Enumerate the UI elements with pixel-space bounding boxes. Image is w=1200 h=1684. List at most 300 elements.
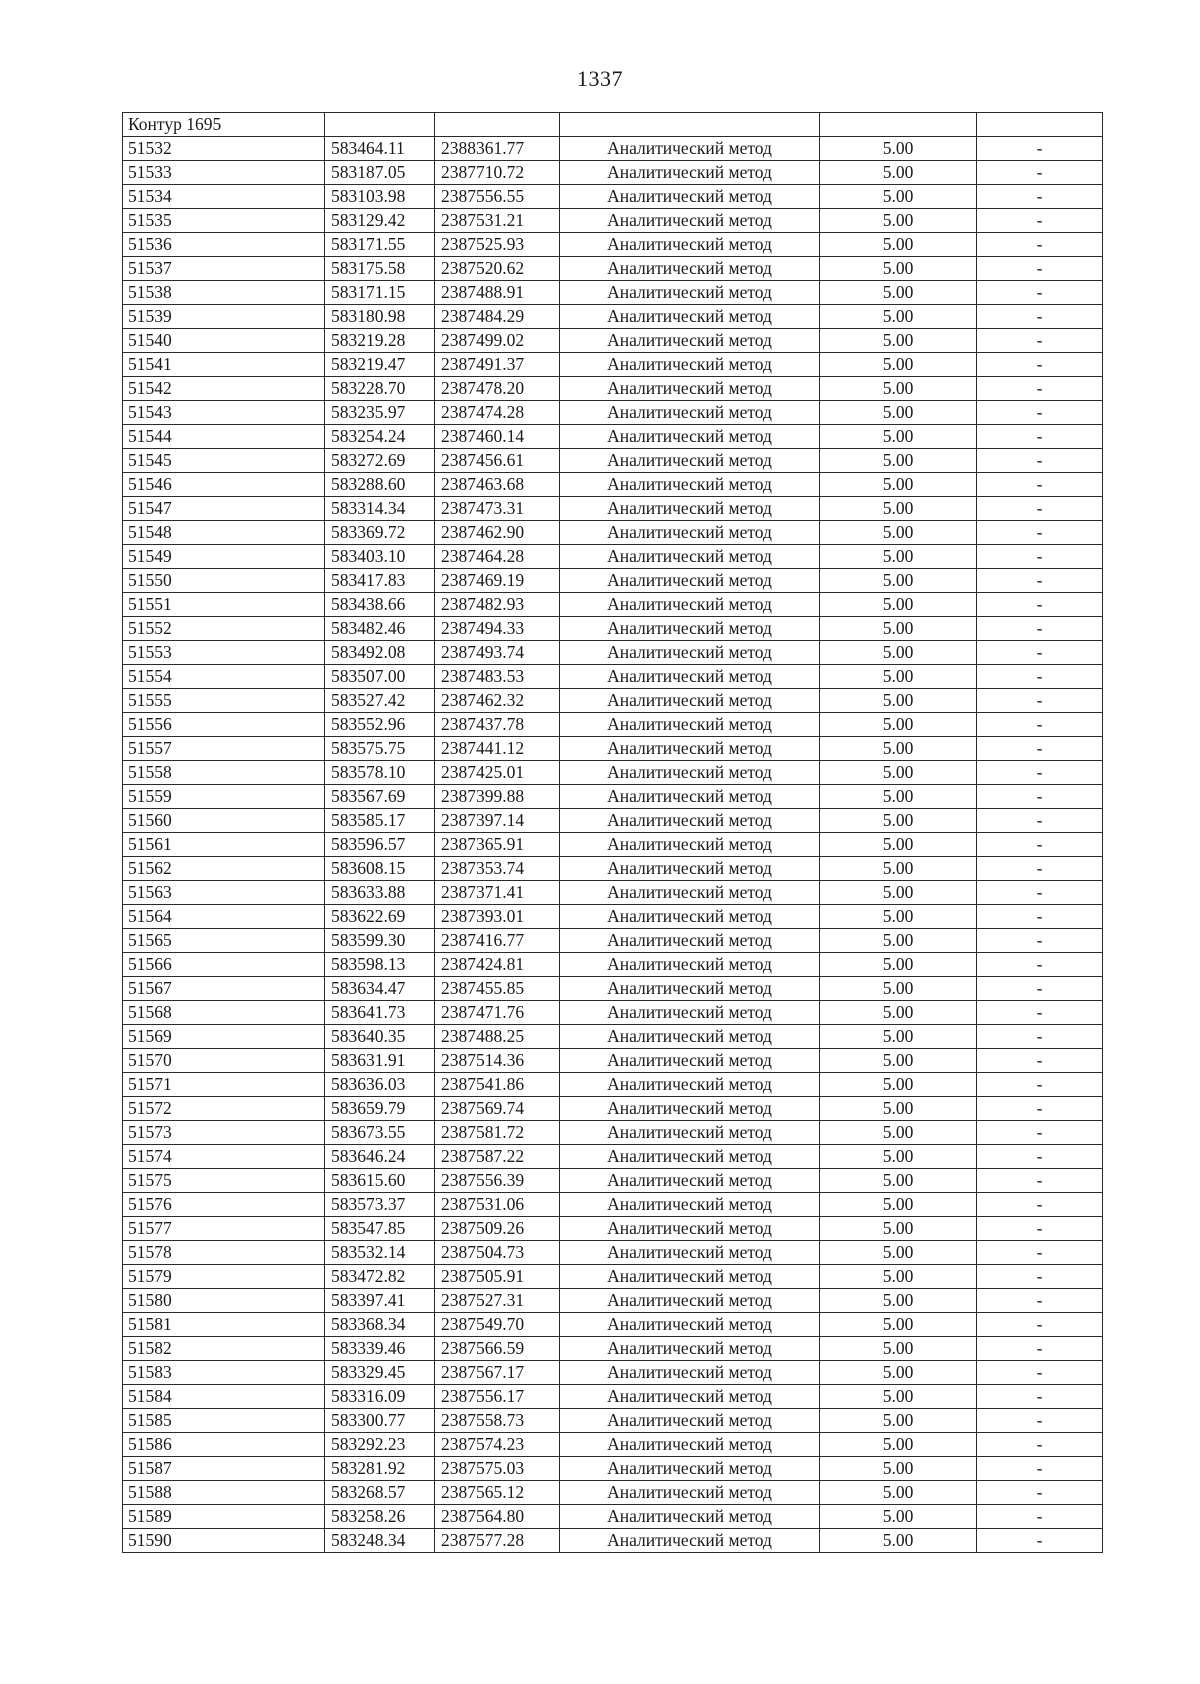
precision-cell: 5.00 — [820, 281, 977, 305]
method-cell: Аналитический метод — [560, 1505, 820, 1529]
x-coordinate-cell: 583417.83 — [325, 569, 435, 593]
point-number-cell: 51550 — [123, 569, 325, 593]
x-coordinate-cell: 583608.15 — [325, 857, 435, 881]
x-coordinate-cell: 583180.98 — [325, 305, 435, 329]
x-coordinate-cell: 583129.42 — [325, 209, 435, 233]
y-coordinate-cell: 2387393.01 — [435, 905, 560, 929]
precision-cell: 5.00 — [820, 545, 977, 569]
table-row — [123, 929, 1103, 953]
x-coordinate-cell: 583578.10 — [325, 761, 435, 785]
description-cell: - — [977, 1385, 1103, 1409]
point-number-cell: 51586 — [123, 1433, 325, 1457]
point-number-cell: 51576 — [123, 1193, 325, 1217]
y-coordinate-cell: 2387469.19 — [435, 569, 560, 593]
description-cell: - — [977, 1025, 1103, 1049]
x-coordinate-cell: 583171.55 — [325, 233, 435, 257]
point-number-cell: 51562 — [123, 857, 325, 881]
y-coordinate-cell: 2387471.76 — [435, 1001, 560, 1025]
y-coordinate-cell: 2387577.28 — [435, 1529, 560, 1553]
description-cell: - — [977, 977, 1103, 1001]
x-coordinate-cell: 583640.35 — [325, 1025, 435, 1049]
method-cell: Аналитический метод — [560, 809, 820, 833]
y-coordinate-cell: 2387483.53 — [435, 665, 560, 689]
method-cell: Аналитический метод — [560, 1457, 820, 1481]
method-cell: Аналитический метод — [560, 1433, 820, 1457]
method-cell: Аналитический метод — [560, 833, 820, 857]
method-cell: Аналитический метод — [560, 1241, 820, 1265]
table-row — [123, 137, 1103, 161]
point-number-cell: 51544 — [123, 425, 325, 449]
precision-cell: 5.00 — [820, 1265, 977, 1289]
x-coordinate-cell: 583288.60 — [325, 473, 435, 497]
table-row — [123, 689, 1103, 713]
description-cell: - — [977, 209, 1103, 233]
point-number-cell: 51583 — [123, 1361, 325, 1385]
method-cell: Аналитический метод — [560, 1049, 820, 1073]
point-number-cell: 51547 — [123, 497, 325, 521]
table-row — [123, 1337, 1103, 1361]
precision-cell: 5.00 — [820, 809, 977, 833]
point-number-cell: 51581 — [123, 1313, 325, 1337]
y-coordinate-cell: 2387556.55 — [435, 185, 560, 209]
precision-cell: 5.00 — [820, 1001, 977, 1025]
precision-cell: 5.00 — [820, 1193, 977, 1217]
precision-cell: 5.00 — [820, 1169, 977, 1193]
description-cell: - — [977, 377, 1103, 401]
method-cell: Аналитический метод — [560, 521, 820, 545]
precision-cell: 5.00 — [820, 521, 977, 545]
method-cell: Аналитический метод — [560, 953, 820, 977]
method-cell: Аналитический метод — [560, 665, 820, 689]
x-coordinate-cell: 583646.24 — [325, 1145, 435, 1169]
x-coordinate-cell: 583482.46 — [325, 617, 435, 641]
point-number-cell: 51554 — [123, 665, 325, 689]
point-number-cell: 51535 — [123, 209, 325, 233]
table-row — [123, 1121, 1103, 1145]
y-coordinate-cell: 2387464.28 — [435, 545, 560, 569]
precision-cell: 5.00 — [820, 449, 977, 473]
method-cell: Аналитический метод — [560, 1529, 820, 1553]
contour-y-cell — [435, 113, 560, 137]
table-row — [123, 473, 1103, 497]
precision-cell: 5.00 — [820, 929, 977, 953]
table-row — [123, 1457, 1103, 1481]
method-cell: Аналитический метод — [560, 713, 820, 737]
y-coordinate-cell: 2387462.90 — [435, 521, 560, 545]
table-row — [123, 1313, 1103, 1337]
precision-cell: 5.00 — [820, 329, 977, 353]
y-coordinate-cell: 2387558.73 — [435, 1409, 560, 1433]
method-cell: Аналитический метод — [560, 1073, 820, 1097]
description-cell: - — [977, 785, 1103, 809]
point-number-cell: 51532 — [123, 137, 325, 161]
description-cell: - — [977, 1145, 1103, 1169]
table-row — [123, 1169, 1103, 1193]
x-coordinate-cell: 583585.17 — [325, 809, 435, 833]
y-coordinate-cell: 2387710.72 — [435, 161, 560, 185]
y-coordinate-cell: 2387478.20 — [435, 377, 560, 401]
method-cell: Аналитический метод — [560, 1289, 820, 1313]
description-cell: - — [977, 1193, 1103, 1217]
y-coordinate-cell: 2387499.02 — [435, 329, 560, 353]
table-row — [123, 1529, 1103, 1553]
table-row — [123, 1385, 1103, 1409]
y-coordinate-cell: 2387493.74 — [435, 641, 560, 665]
y-coordinate-cell: 2387488.91 — [435, 281, 560, 305]
description-cell: - — [977, 929, 1103, 953]
x-coordinate-cell: 583438.66 — [325, 593, 435, 617]
table-row — [123, 1409, 1103, 1433]
method-cell: Аналитический метод — [560, 1313, 820, 1337]
method-cell: Аналитический метод — [560, 1001, 820, 1025]
description-cell: - — [977, 713, 1103, 737]
description-cell: - — [977, 1289, 1103, 1313]
method-cell: Аналитический метод — [560, 281, 820, 305]
method-cell: Аналитический метод — [560, 353, 820, 377]
point-number-cell: 51590 — [123, 1529, 325, 1553]
precision-cell: 5.00 — [820, 1361, 977, 1385]
description-cell: - — [977, 569, 1103, 593]
table-row — [123, 665, 1103, 689]
x-coordinate-cell: 583573.37 — [325, 1193, 435, 1217]
point-number-cell: 51556 — [123, 713, 325, 737]
precision-cell: 5.00 — [820, 977, 977, 1001]
point-number-cell: 51589 — [123, 1505, 325, 1529]
y-coordinate-cell: 2387484.29 — [435, 305, 560, 329]
description-cell: - — [977, 1409, 1103, 1433]
x-coordinate-cell: 583492.08 — [325, 641, 435, 665]
description-cell: - — [977, 857, 1103, 881]
y-coordinate-cell: 2387520.62 — [435, 257, 560, 281]
contour-x-cell — [325, 113, 435, 137]
y-coordinate-cell: 2387491.37 — [435, 353, 560, 377]
precision-cell: 5.00 — [820, 857, 977, 881]
method-cell: Аналитический метод — [560, 1025, 820, 1049]
method-cell: Аналитический метод — [560, 1481, 820, 1505]
table-row — [123, 161, 1103, 185]
table-row — [123, 449, 1103, 473]
precision-cell: 5.00 — [820, 497, 977, 521]
x-coordinate-cell: 583248.34 — [325, 1529, 435, 1553]
point-number-cell: 51555 — [123, 689, 325, 713]
point-number-cell: 51568 — [123, 1001, 325, 1025]
precision-cell: 5.00 — [820, 257, 977, 281]
y-coordinate-cell: 2387575.03 — [435, 1457, 560, 1481]
x-coordinate-cell: 583659.79 — [325, 1097, 435, 1121]
method-cell: Аналитический метод — [560, 497, 820, 521]
point-number-cell: 51537 — [123, 257, 325, 281]
table-row — [123, 545, 1103, 569]
precision-cell: 5.00 — [820, 1481, 977, 1505]
x-coordinate-cell: 583369.72 — [325, 521, 435, 545]
precision-cell: 5.00 — [820, 1409, 977, 1433]
point-number-cell: 51588 — [123, 1481, 325, 1505]
method-cell: Аналитический метод — [560, 137, 820, 161]
x-coordinate-cell: 583615.60 — [325, 1169, 435, 1193]
precision-cell: 5.00 — [820, 665, 977, 689]
x-coordinate-cell: 583599.30 — [325, 929, 435, 953]
table-row — [123, 1073, 1103, 1097]
point-number-cell: 51580 — [123, 1289, 325, 1313]
table-row — [123, 401, 1103, 425]
table-row — [123, 1025, 1103, 1049]
contour-header-row — [123, 113, 1103, 137]
table-row — [123, 521, 1103, 545]
table-row — [123, 257, 1103, 281]
precision-cell: 5.00 — [820, 1505, 977, 1529]
precision-cell: 5.00 — [820, 161, 977, 185]
y-coordinate-cell: 2387569.74 — [435, 1097, 560, 1121]
description-cell: - — [977, 1169, 1103, 1193]
method-cell: Аналитический метод — [560, 257, 820, 281]
y-coordinate-cell: 2387441.12 — [435, 737, 560, 761]
table-row — [123, 1505, 1103, 1529]
point-number-cell: 51549 — [123, 545, 325, 569]
precision-cell: 5.00 — [820, 1121, 977, 1145]
table-row — [123, 233, 1103, 257]
method-cell: Аналитический метод — [560, 689, 820, 713]
y-coordinate-cell: 2387565.12 — [435, 1481, 560, 1505]
table-row — [123, 1145, 1103, 1169]
method-cell: Аналитический метод — [560, 1121, 820, 1145]
x-coordinate-cell: 583339.46 — [325, 1337, 435, 1361]
point-number-cell: 51571 — [123, 1073, 325, 1097]
description-cell: - — [977, 1433, 1103, 1457]
y-coordinate-cell: 2387509.26 — [435, 1217, 560, 1241]
point-number-cell: 51542 — [123, 377, 325, 401]
table-row — [123, 617, 1103, 641]
description-cell: - — [977, 185, 1103, 209]
y-coordinate-cell: 2387541.86 — [435, 1073, 560, 1097]
table-row — [123, 641, 1103, 665]
point-number-cell: 51565 — [123, 929, 325, 953]
precision-cell: 5.00 — [820, 593, 977, 617]
precision-cell: 5.00 — [820, 713, 977, 737]
y-coordinate-cell: 2387531.06 — [435, 1193, 560, 1217]
point-number-cell: 51551 — [123, 593, 325, 617]
x-coordinate-cell: 583631.91 — [325, 1049, 435, 1073]
point-number-cell: 51533 — [123, 161, 325, 185]
table-row — [123, 761, 1103, 785]
precision-cell: 5.00 — [820, 689, 977, 713]
precision-cell: 5.00 — [820, 137, 977, 161]
precision-cell: 5.00 — [820, 1049, 977, 1073]
description-cell: - — [977, 305, 1103, 329]
y-coordinate-cell: 2387549.70 — [435, 1313, 560, 1337]
table-row — [123, 1049, 1103, 1073]
table-row — [123, 281, 1103, 305]
point-number-cell: 51538 — [123, 281, 325, 305]
table-row — [123, 1289, 1103, 1313]
x-coordinate-cell: 583235.97 — [325, 401, 435, 425]
precision-cell: 5.00 — [820, 1145, 977, 1169]
x-coordinate-cell: 583633.88 — [325, 881, 435, 905]
point-number-cell: 51553 — [123, 641, 325, 665]
y-coordinate-cell: 2387456.61 — [435, 449, 560, 473]
table-row — [123, 737, 1103, 761]
contour-label: Контур 1695 — [123, 113, 325, 137]
y-coordinate-cell: 2387587.22 — [435, 1145, 560, 1169]
precision-cell: 5.00 — [820, 1073, 977, 1097]
description-cell: - — [977, 1313, 1103, 1337]
method-cell: Аналитический метод — [560, 1097, 820, 1121]
table-row — [123, 1001, 1103, 1025]
point-number-cell: 51541 — [123, 353, 325, 377]
method-cell: Аналитический метод — [560, 737, 820, 761]
description-cell: - — [977, 641, 1103, 665]
method-cell: Аналитический метод — [560, 329, 820, 353]
y-coordinate-cell: 2387365.91 — [435, 833, 560, 857]
table-row — [123, 833, 1103, 857]
x-coordinate-cell: 583175.58 — [325, 257, 435, 281]
table-row — [123, 209, 1103, 233]
description-cell: - — [977, 617, 1103, 641]
method-cell: Аналитический метод — [560, 1337, 820, 1361]
point-number-cell: 51536 — [123, 233, 325, 257]
description-cell: - — [977, 1001, 1103, 1025]
precision-cell: 5.00 — [820, 209, 977, 233]
point-number-cell: 51564 — [123, 905, 325, 929]
x-coordinate-cell: 583254.24 — [325, 425, 435, 449]
method-cell: Аналитический метод — [560, 761, 820, 785]
table-row — [123, 713, 1103, 737]
precision-cell: 5.00 — [820, 473, 977, 497]
description-cell: - — [977, 905, 1103, 929]
method-cell: Аналитический метод — [560, 881, 820, 905]
precision-cell: 5.00 — [820, 185, 977, 209]
description-cell: - — [977, 881, 1103, 905]
table-body — [123, 113, 1103, 1553]
y-coordinate-cell: 2387531.21 — [435, 209, 560, 233]
precision-cell: 5.00 — [820, 1289, 977, 1313]
precision-cell: 5.00 — [820, 1457, 977, 1481]
x-coordinate-cell: 583598.13 — [325, 953, 435, 977]
y-coordinate-cell: 2387474.28 — [435, 401, 560, 425]
table-row — [123, 569, 1103, 593]
description-cell: - — [977, 737, 1103, 761]
method-cell: Аналитический метод — [560, 425, 820, 449]
point-number-cell: 51584 — [123, 1385, 325, 1409]
table-row — [123, 881, 1103, 905]
description-cell: - — [977, 233, 1103, 257]
point-number-cell: 51546 — [123, 473, 325, 497]
precision-cell: 5.00 — [820, 761, 977, 785]
description-cell: - — [977, 1481, 1103, 1505]
point-number-cell: 51539 — [123, 305, 325, 329]
x-coordinate-cell: 583272.69 — [325, 449, 435, 473]
method-cell: Аналитический метод — [560, 905, 820, 929]
method-cell: Аналитический метод — [560, 1265, 820, 1289]
y-coordinate-cell: 2387556.39 — [435, 1169, 560, 1193]
description-cell: - — [977, 593, 1103, 617]
precision-cell: 5.00 — [820, 353, 977, 377]
precision-cell: 5.00 — [820, 377, 977, 401]
x-coordinate-cell: 583641.73 — [325, 1001, 435, 1025]
table-row — [123, 857, 1103, 881]
precision-cell: 5.00 — [820, 1337, 977, 1361]
method-cell: Аналитический метод — [560, 233, 820, 257]
point-number-cell: 51577 — [123, 1217, 325, 1241]
description-cell: - — [977, 521, 1103, 545]
method-cell: Аналитический метод — [560, 377, 820, 401]
description-cell: - — [977, 1241, 1103, 1265]
precision-cell: 5.00 — [820, 1025, 977, 1049]
point-number-cell: 51579 — [123, 1265, 325, 1289]
table-row — [123, 809, 1103, 833]
description-cell: - — [977, 1361, 1103, 1385]
point-number-cell: 51563 — [123, 881, 325, 905]
table-row — [123, 785, 1103, 809]
point-number-cell: 51570 — [123, 1049, 325, 1073]
x-coordinate-cell: 583552.96 — [325, 713, 435, 737]
description-cell: - — [977, 137, 1103, 161]
precision-cell: 5.00 — [820, 1529, 977, 1553]
y-coordinate-cell: 2387574.23 — [435, 1433, 560, 1457]
x-coordinate-cell: 583268.57 — [325, 1481, 435, 1505]
method-cell: Аналитический метод — [560, 209, 820, 233]
point-number-cell: 51560 — [123, 809, 325, 833]
x-coordinate-cell: 583464.11 — [325, 137, 435, 161]
x-coordinate-cell: 583300.77 — [325, 1409, 435, 1433]
method-cell: Аналитический метод — [560, 977, 820, 1001]
precision-cell: 5.00 — [820, 305, 977, 329]
x-coordinate-cell: 583171.15 — [325, 281, 435, 305]
x-coordinate-cell: 583314.34 — [325, 497, 435, 521]
table-row — [123, 1361, 1103, 1385]
precision-cell: 5.00 — [820, 785, 977, 809]
method-cell: Аналитический метод — [560, 305, 820, 329]
method-cell: Аналитический метод — [560, 1385, 820, 1409]
y-coordinate-cell: 2387482.93 — [435, 593, 560, 617]
description-cell: - — [977, 161, 1103, 185]
description-cell: - — [977, 401, 1103, 425]
method-cell: Аналитический метод — [560, 1145, 820, 1169]
method-cell: Аналитический метод — [560, 929, 820, 953]
y-coordinate-cell: 2387567.17 — [435, 1361, 560, 1385]
point-number-cell: 51559 — [123, 785, 325, 809]
y-coordinate-cell: 2387371.41 — [435, 881, 560, 905]
description-cell: - — [977, 329, 1103, 353]
y-coordinate-cell: 2387488.25 — [435, 1025, 560, 1049]
y-coordinate-cell: 2387505.91 — [435, 1265, 560, 1289]
table-row — [123, 1097, 1103, 1121]
x-coordinate-cell: 583403.10 — [325, 545, 435, 569]
table-row — [123, 1433, 1103, 1457]
precision-cell: 5.00 — [820, 737, 977, 761]
table-row — [123, 1217, 1103, 1241]
precision-cell: 5.00 — [820, 401, 977, 425]
description-cell: - — [977, 1049, 1103, 1073]
point-number-cell: 51561 — [123, 833, 325, 857]
description-cell: - — [977, 257, 1103, 281]
y-coordinate-cell: 2387494.33 — [435, 617, 560, 641]
description-cell: - — [977, 1097, 1103, 1121]
precision-cell: 5.00 — [820, 1217, 977, 1241]
point-number-cell: 51587 — [123, 1457, 325, 1481]
method-cell: Аналитический метод — [560, 1169, 820, 1193]
method-cell: Аналитический метод — [560, 593, 820, 617]
precision-cell: 5.00 — [820, 569, 977, 593]
precision-cell: 5.00 — [820, 233, 977, 257]
description-cell: - — [977, 761, 1103, 785]
table-row — [123, 425, 1103, 449]
point-number-cell: 51575 — [123, 1169, 325, 1193]
table-row — [123, 977, 1103, 1001]
x-coordinate-cell: 583103.98 — [325, 185, 435, 209]
y-coordinate-cell: 2387564.80 — [435, 1505, 560, 1529]
point-number-cell: 51534 — [123, 185, 325, 209]
y-coordinate-cell: 2387527.31 — [435, 1289, 560, 1313]
